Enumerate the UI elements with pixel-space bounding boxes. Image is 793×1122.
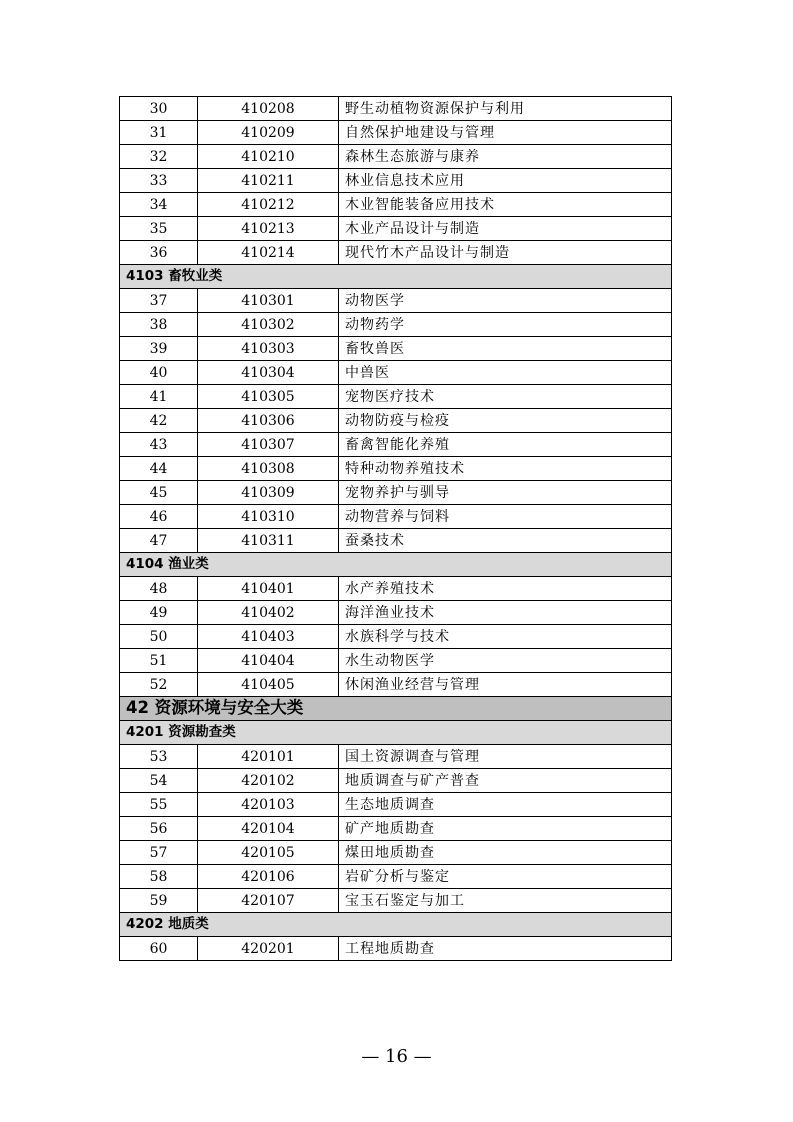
seq-cell: 32 [120,145,198,169]
table-row [120,409,672,433]
table-row [120,313,672,337]
code-cell: 410301 [198,289,339,313]
name-cell: 特种动物养殖技术 [339,457,672,481]
code-cell: 410402 [198,601,339,625]
category-heading: 4103 畜牧业类 [120,265,672,289]
table-row [120,121,672,145]
code-cell: 410404 [198,649,339,673]
code-cell: 410309 [198,481,339,505]
table-row [120,841,672,865]
code-cell: 410209 [198,121,339,145]
code-cell: 410311 [198,529,339,553]
table-row [120,817,672,841]
page-number: — 16 — [361,1046,432,1067]
code-cell: 420101 [198,745,339,769]
seq-cell: 46 [120,505,198,529]
code-cell: 410214 [198,241,339,265]
table-row [120,601,672,625]
table-row [120,889,672,913]
name-cell: 海洋渔业技术 [339,601,672,625]
name-cell: 动物营养与饲料 [339,505,672,529]
code-cell: 410307 [198,433,339,457]
seq-cell: 43 [120,433,198,457]
name-cell: 动物医学 [339,289,672,313]
code-cell: 410308 [198,457,339,481]
table-row [120,97,672,121]
seq-cell: 45 [120,481,198,505]
table-row [120,457,672,481]
seq-cell: 59 [120,889,198,913]
category-heading: 4202 地质类 [120,913,672,937]
table-row [120,385,672,409]
seq-cell: 36 [120,241,198,265]
table-row [120,673,672,697]
name-cell: 畜禽智能化养殖 [339,433,672,457]
name-cell: 工程地质勘查 [339,937,672,961]
seq-cell: 33 [120,169,198,193]
table-row [120,529,672,553]
seq-cell: 56 [120,817,198,841]
code-cell: 410305 [198,385,339,409]
code-cell: 420103 [198,793,339,817]
table-row [120,145,672,169]
code-cell: 410403 [198,625,339,649]
name-cell: 水产养殖技术 [339,577,672,601]
table-row [120,745,672,769]
category-row [120,553,672,577]
code-cell: 410210 [198,145,339,169]
seq-cell: 48 [120,577,198,601]
table-row [120,193,672,217]
code-cell: 410212 [198,193,339,217]
name-cell: 中兽医 [339,361,672,385]
table-row [120,169,672,193]
seq-cell: 60 [120,937,198,961]
table-row [120,361,672,385]
name-cell: 木业智能装备应用技术 [339,193,672,217]
table-row [120,937,672,961]
table-row [120,337,672,361]
seq-cell: 57 [120,841,198,865]
name-cell: 宠物医疗技术 [339,385,672,409]
name-cell: 现代竹木产品设计与制造 [339,241,672,265]
name-cell: 蚕桑技术 [339,529,672,553]
table-row [120,865,672,889]
major-category-row [120,697,672,721]
category-row [120,721,672,745]
name-cell: 畜牧兽医 [339,337,672,361]
seq-cell: 42 [120,409,198,433]
table-row [120,241,672,265]
table-row [120,289,672,313]
code-cell: 420107 [198,889,339,913]
category-heading: 4104 渔业类 [120,553,672,577]
name-cell: 水族科学与技术 [339,625,672,649]
table-row [120,481,672,505]
code-cell: 410310 [198,505,339,529]
seq-cell: 35 [120,217,198,241]
seq-cell: 53 [120,745,198,769]
code-cell: 410401 [198,577,339,601]
program-catalog-table [119,96,672,961]
seq-cell: 41 [120,385,198,409]
seq-cell: 47 [120,529,198,553]
code-cell: 410302 [198,313,339,337]
table-row [120,505,672,529]
seq-cell: 34 [120,193,198,217]
seq-cell: 38 [120,313,198,337]
code-cell: 420104 [198,817,339,841]
name-cell: 生态地质调查 [339,793,672,817]
code-cell: 420102 [198,769,339,793]
seq-cell: 40 [120,361,198,385]
code-cell: 410213 [198,217,339,241]
table-row [120,625,672,649]
name-cell: 林业信息技术应用 [339,169,672,193]
table-row [120,649,672,673]
name-cell: 煤田地质勘查 [339,841,672,865]
name-cell: 木业产品设计与制造 [339,217,672,241]
name-cell: 矿产地质勘查 [339,817,672,841]
seq-cell: 55 [120,793,198,817]
seq-cell: 52 [120,673,198,697]
name-cell: 岩矿分析与鉴定 [339,865,672,889]
name-cell: 宝玉石鉴定与加工 [339,889,672,913]
seq-cell: 39 [120,337,198,361]
name-cell: 水生动物医学 [339,649,672,673]
category-row [120,913,672,937]
code-cell: 420105 [198,841,339,865]
seq-cell: 50 [120,625,198,649]
name-cell: 宠物养护与驯导 [339,481,672,505]
code-cell: 420201 [198,937,339,961]
code-cell: 420106 [198,865,339,889]
name-cell: 野生动植物资源保护与利用 [339,97,672,121]
catalog-table-body [120,97,672,961]
code-cell: 410208 [198,97,339,121]
table-row [120,769,672,793]
seq-cell: 37 [120,289,198,313]
seq-cell: 54 [120,769,198,793]
code-cell: 410304 [198,361,339,385]
name-cell: 地质调查与矿产普查 [339,769,672,793]
name-cell: 休闲渔业经营与管理 [339,673,672,697]
major-category-heading: 42 资源环境与安全大类 [120,697,672,721]
seq-cell: 30 [120,97,198,121]
seq-cell: 31 [120,121,198,145]
category-row [120,265,672,289]
code-cell: 410405 [198,673,339,697]
name-cell: 国土资源调查与管理 [339,745,672,769]
name-cell: 动物防疫与检疫 [339,409,672,433]
seq-cell: 51 [120,649,198,673]
code-cell: 410306 [198,409,339,433]
table-row [120,433,672,457]
code-cell: 410303 [198,337,339,361]
name-cell: 自然保护地建设与管理 [339,121,672,145]
name-cell: 森林生态旅游与康养 [339,145,672,169]
seq-cell: 49 [120,601,198,625]
table-row [120,793,672,817]
name-cell: 动物药学 [339,313,672,337]
seq-cell: 44 [120,457,198,481]
table-row [120,217,672,241]
table-row [120,577,672,601]
seq-cell: 58 [120,865,198,889]
category-heading: 4201 资源勘查类 [120,721,672,745]
code-cell: 410211 [198,169,339,193]
